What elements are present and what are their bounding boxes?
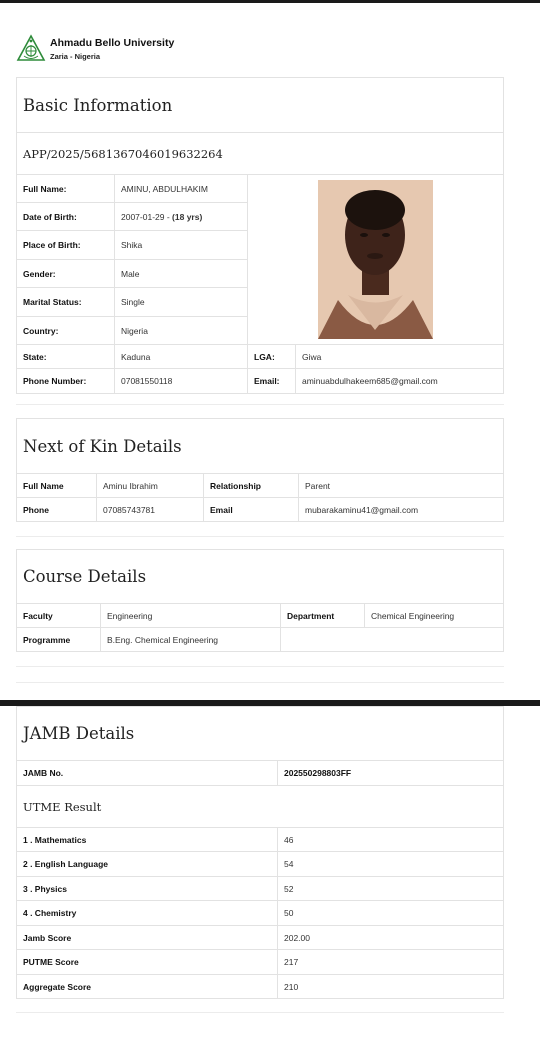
photo-cell bbox=[248, 175, 504, 345]
subject-label: 1 . Mathematics bbox=[17, 828, 278, 852]
state-value: Kaduna bbox=[115, 345, 248, 369]
subject-label: 4 . Chemistry bbox=[17, 901, 278, 926]
section-divider bbox=[16, 404, 504, 405]
subject-score: 54 bbox=[278, 852, 504, 877]
next-of-kin-card bbox=[16, 418, 504, 522]
subject-label: 2 . English Language bbox=[17, 852, 278, 877]
university-logo-icon bbox=[16, 34, 46, 64]
putme-score-label: PUTME Score bbox=[17, 950, 278, 975]
jamb-no-label: JAMB No. bbox=[17, 761, 278, 786]
kin-full-name-label: Full Name bbox=[17, 474, 97, 498]
section-divider bbox=[16, 666, 504, 667]
kin-relationship-value: Parent bbox=[299, 474, 504, 498]
aggregate-score-value: 210 bbox=[278, 975, 504, 999]
jamb-details-card bbox=[16, 706, 504, 999]
gender-label: Gender: bbox=[17, 260, 115, 288]
subject-score: 52 bbox=[278, 877, 504, 901]
basic-info-table bbox=[16, 174, 504, 394]
jamb-details-title: JAMB Details bbox=[17, 707, 503, 761]
university-header bbox=[16, 34, 174, 64]
empty-cell bbox=[281, 628, 504, 652]
application-number: APP/2025/5681367046019632264 bbox=[17, 133, 503, 175]
faculty-label: Faculty bbox=[17, 604, 101, 628]
kin-relationship-label: Relationship bbox=[204, 474, 299, 498]
kin-phone-value: 07085743781 bbox=[97, 498, 204, 522]
gender-value: Male bbox=[115, 260, 248, 288]
marital-status-value: Single bbox=[115, 288, 248, 317]
course-details-title: Course Details bbox=[17, 550, 503, 604]
email-label: Email: bbox=[248, 369, 296, 394]
putme-score-value: 217 bbox=[278, 950, 504, 975]
next-of-kin-title: Next of Kin Details bbox=[17, 419, 503, 474]
department-value: Chemical Engineering bbox=[365, 604, 504, 628]
state-label: State: bbox=[17, 345, 115, 369]
dob-label: Date of Birth: bbox=[17, 203, 115, 231]
university-name: Ahmadu Bello University bbox=[50, 37, 175, 49]
section-divider bbox=[16, 1012, 504, 1013]
pob-value: Shika bbox=[115, 231, 248, 260]
utme-result-title: UTME Result bbox=[17, 786, 504, 828]
kin-email-label: Email bbox=[204, 498, 299, 522]
aggregate-score-label: Aggregate Score bbox=[17, 975, 278, 999]
email-value: aminuabdulhakeem685@gmail.com bbox=[296, 369, 504, 394]
country-value: Nigeria bbox=[115, 317, 248, 345]
jamb-score-label: Jamb Score bbox=[17, 926, 278, 950]
jamb-table bbox=[16, 760, 504, 999]
kin-phone-label: Phone bbox=[17, 498, 97, 522]
top-border bbox=[0, 0, 540, 3]
country-label: Country: bbox=[17, 317, 115, 345]
full-name-label: Full Name: bbox=[17, 175, 115, 203]
course-details-table bbox=[16, 603, 504, 652]
applicant-photo bbox=[318, 180, 433, 339]
subject-score: 50 bbox=[278, 901, 504, 926]
marital-status-label: Marital Status: bbox=[17, 288, 115, 317]
faculty-value: Engineering bbox=[101, 604, 281, 628]
university-location: Zaria - Nigeria bbox=[50, 52, 101, 61]
age-value: (18 yrs) bbox=[172, 211, 203, 222]
basic-information-title: Basic Information bbox=[17, 78, 503, 133]
section-divider bbox=[16, 682, 504, 683]
dob-value bbox=[115, 203, 248, 231]
course-details-card bbox=[16, 549, 504, 652]
dob-date: 2007-01-29 - bbox=[121, 211, 173, 222]
kin-full-name-value: Aminu Ibrahim bbox=[97, 474, 204, 498]
jamb-no-value: 202550298803FF bbox=[278, 761, 504, 786]
subject-label: 3 . Physics bbox=[17, 877, 278, 901]
section-divider bbox=[16, 536, 504, 537]
basic-information-card bbox=[16, 77, 504, 394]
lga-label: LGA: bbox=[248, 345, 296, 369]
phone-label: Phone Number: bbox=[17, 369, 115, 394]
next-of-kin-table bbox=[16, 473, 504, 522]
department-label: Department bbox=[281, 604, 365, 628]
pob-label: Place of Birth: bbox=[17, 231, 115, 260]
kin-email-value: mubarakaminu41@gmail.com bbox=[299, 498, 504, 522]
programme-value: B.Eng. Chemical Engineering bbox=[101, 628, 281, 652]
phone-value: 07081550118 bbox=[115, 369, 248, 394]
full-name-value: AMINU, ABDULHAKIM bbox=[115, 175, 248, 203]
jamb-score-value: 202.00 bbox=[278, 926, 504, 950]
programme-label: Programme bbox=[17, 628, 101, 652]
subject-score: 46 bbox=[278, 828, 504, 852]
lga-value: Giwa bbox=[296, 345, 504, 369]
